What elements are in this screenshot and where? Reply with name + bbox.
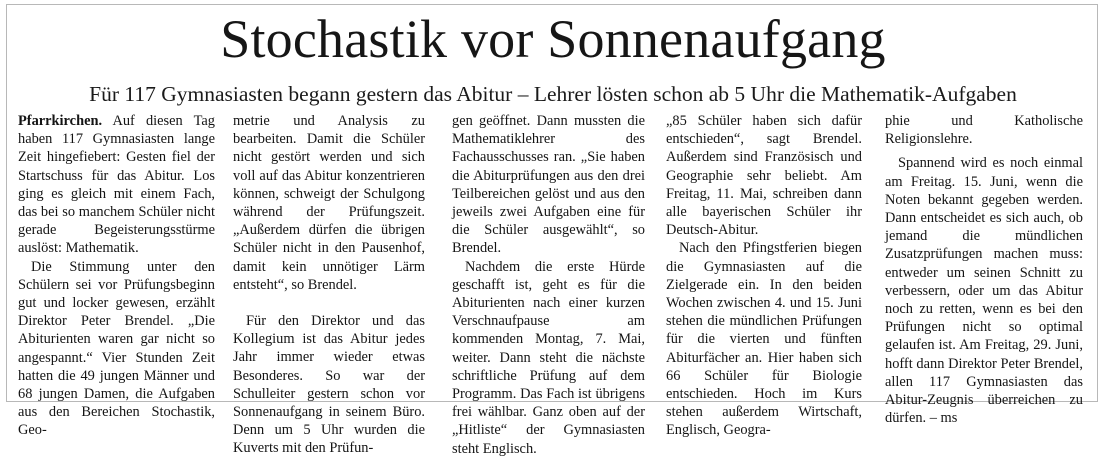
paragraph: „85 Schüler haben sich dafür entschieden“, sagt Brendel. Außerdem sind Französisch und Geographie sehr beliebt. Am Freitag, 11. Mai, schreiben dann alle bayerischen Schüler ihr Deutsch-Abitur. (666, 113, 862, 239)
dateline: Pfarrkirchen. (18, 113, 103, 129)
paragraph: gen geöffnet. Dann mussten die Mathematiklehrer des Fachausschusses ran. „Sie haben die Abiturprüfungen aus den drei Teilbereichen gelöst und aus den jeweils zwei Aufgaben eine für die Schüler ausgewählt“, so Brendel. (452, 113, 645, 257)
paragraph: Nachdem die erste Hürde geschafft ist, geht es für die Abiturienten nach einer kurzen Verschnaufpause am kommenden Montag, 7. Mai, weiter. Dann steht die nächste schriftliche Prüfung auf dem Programm. Das Fach ist übrigens frei wählbar. Ganz oben auf der „Hitliste“ der Gymnasiasten steht Englisch. (452, 258, 645, 457)
paragraph: phie und Katholische Religionslehre. (885, 113, 1083, 148)
paragraph (18, 112, 215, 258)
article-column-4 (666, 112, 862, 440)
subheadline: Für 117 Gymnasiasten begann gestern das Abitur – Lehrer lösten schon ab 5 Uhr die Mathematik-Aufgaben (89, 82, 1017, 106)
article-column-5 (885, 112, 1083, 427)
article-column-2 (233, 112, 425, 458)
paragraph: Spannend wird es noch einmal am Freitag. 15. Juni, wenn die Noten bekannt gegeben werden. Dann entscheidet es sich auch, ob jemand die mündlichen Zusatzprüfungen machen muss: entweder um seinen Schnitt zu verbessern, oder um das Abitur noch zu retten, wenn es bei den Prüfungen nicht so optimal gelaufen ist. Am Freitag, 29. Juni, hofft dann Direktor Peter Brendel, allen 117 Gymnasiasten das Abitur-Zeugnis überreichen zu dürfen. – ms (885, 155, 1083, 427)
paragraph: Für den Direktor und das Kollegium ist das Abitur jedes Jahr immer wieder etwas Besonderes. So war der Schulleiter gestern schon vor Sonnenaufgang in seinem Büro. Denn um 5 Uhr wurden die Kuverts mit den Prüfun- (233, 313, 425, 457)
paragraph-text: Auf diesen Tag haben 117 Gymnasiasten lange Zeit hingefiebert: Gesten fiel der Startschuss für das Abitur. Los ging es gleich mit einem Fach, das bei so manchem Schüler nicht gerade Begeisterungsstürme auslöst: Mathematik. (18, 113, 215, 257)
paragraph: Die Stimmung unter den Schülern sei vor Prüfungsbeginn gut und locker gewesen, erzählt Direktor Peter Brendel. „Die Abiturienten waren gar nicht so angespannt.“ Vier Stunden Zeit hatten die 49 jungen Männer und 68 jungen Damen, die Aufgaben aus den Bereichen Stochastik, Geo- (18, 258, 215, 439)
headline: Stochastik vor Sonnenaufgang (220, 9, 886, 69)
paragraph: Nach den Pfingstferien biegen die Gymnasiasten auf die Zielgerade ein. In den beiden Wochen zwischen 4. und 15. Juni stehen die mündlichen Prüfungen für die vierten und fünften Abiturfächer an. Hier haben sich 66 Schüler für Biologie entschieden. Hoch im Kurs stehen außerdem Wirtschaft, Englisch, Geogra- (666, 240, 862, 439)
article-column-1 (18, 112, 215, 440)
article-column-3 (452, 112, 645, 458)
paragraph: metrie und Analysis zu bearbeiten. Damit die Schüler nicht gestört werden und sich voll auf das Abitur konzentrieren können, schweigt der Schulgong während der Prüfungszeit. „Außerdem dürfen die übrigen Schüler nicht in den Pausenhof, damit kein unnötiger Lärm entsteht“, so Brendel. (233, 113, 425, 293)
